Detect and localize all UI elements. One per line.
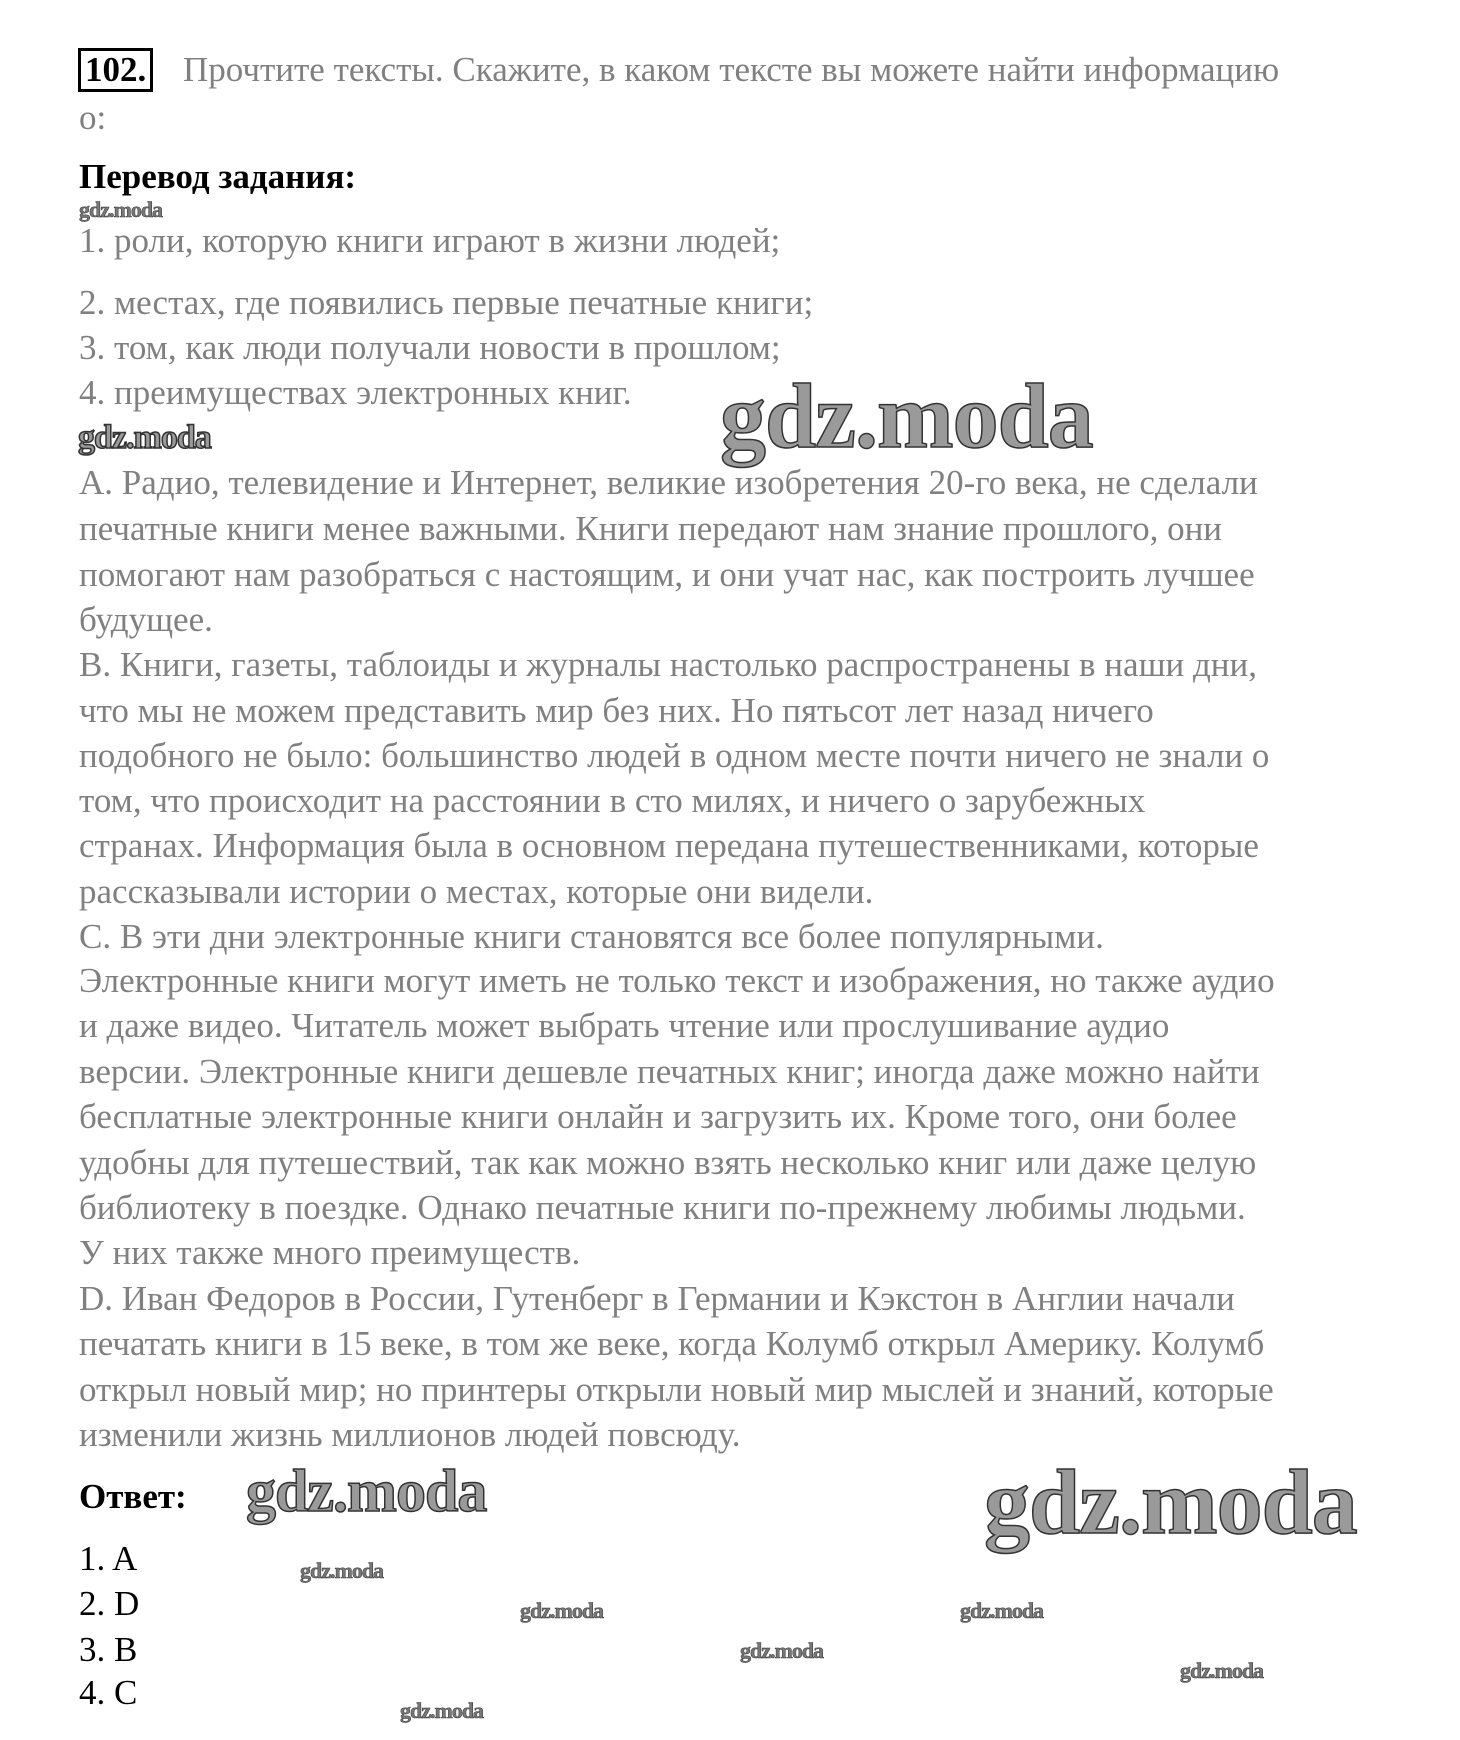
watermark: gdz.moda [984, 1451, 1357, 1553]
watermark: gdz.moda [720, 365, 1093, 467]
text-c-line: удобны для путешествий, так как можно взять несколько книг или даже целую [79, 1143, 1257, 1182]
translation-item: 4. преимуществах электронных книг. [79, 373, 632, 412]
text-b-line: странах. Информация была в основном передана путешественниками, которые [79, 826, 1259, 865]
watermark: gdz.moda [740, 1638, 824, 1663]
translation-heading: Перевод задания: [79, 157, 357, 196]
text-d-line: открыл новый мир; но принтеры открыли новый мир мыслей и знаний, которые [79, 1370, 1274, 1409]
text-c-line: Электронные книги могут иметь не только текст и изображения, но также аудио [79, 961, 1275, 1000]
text-b-line: том, что происходит на расстоянии в сто милях, и ничего о зарубежных [79, 781, 1146, 820]
text-b-line: подобного не было: большинство людей в одном месте почти ничего не знали о [79, 736, 1270, 775]
text-c-line: библиотеку в поездке. Однако печатные книги по-прежнему любимы людьми. [79, 1188, 1246, 1227]
watermark: gdz.moda [1180, 1658, 1264, 1683]
text-a-line: будущее. [79, 600, 213, 639]
text-a-line: A. Радио, телевидение и Интернет, великие изобретения 20-го века, не сделали [79, 463, 1258, 502]
instruction-continued: о: [79, 98, 107, 137]
text-a-line: помогают нам разобраться с настоящим, и они учат нас, как построить лучшее [79, 555, 1255, 594]
watermark: gdz.moda [400, 1698, 484, 1723]
watermark: gdz.moda [246, 1458, 487, 1524]
text-c-line: C. В эти дни электронные книги становятся все более популярными. [79, 917, 1104, 956]
answer-item: 3. B [79, 1630, 138, 1669]
text-c-line: бесплатные электронные книги онлайн и загрузить их. Кроме того, они более [79, 1097, 1237, 1136]
watermark: gdz.moda [300, 1558, 384, 1583]
answer-heading: Ответ: [79, 1477, 187, 1516]
text-d-line: печатать книги в 15 веке, в том же веке, когда Колумб открыл Америку. Колумб [79, 1324, 1265, 1363]
translation-item: 1. роли, которую книги играют в жизни людей; [79, 221, 781, 260]
translation-item: 2. местах, где появились первые печатные книги; [79, 283, 814, 322]
watermark: gdz.moda [79, 197, 163, 222]
text-b-line: B. Книги, газеты, таблоиды и журналы настолько распространены в наши дни, [79, 645, 1258, 684]
answer-item: 2. D [79, 1584, 140, 1623]
exercise-number: 102. [78, 48, 153, 92]
text-d-line: изменили жизнь миллионов людей повсюду. [79, 1415, 741, 1454]
text-b-line: что мы не можем представить мир без них. Но пятьсот лет назад ничего [79, 691, 1154, 730]
text-b-line: рассказывали истории о местах, которые они видели. [79, 872, 874, 911]
text-c-line: версии. Электронные книги дешевле печатных книг; иногда даже можно найти [79, 1052, 1260, 1091]
text-c-line: и даже видео. Читатель может выбрать чтение или прослушивание аудио [79, 1006, 1170, 1045]
text-a-line: печатные книги менее важными. Книги передают нам знание прошлого, они [79, 509, 1223, 548]
instruction: Прочтите тексты. Скажите, в каком тексте вы можете найти информацию [183, 50, 1280, 89]
watermark: gdz.moda [78, 419, 211, 456]
watermark: gdz.moda [960, 1598, 1044, 1623]
answer-item: 4. C [79, 1673, 138, 1712]
watermark: gdz.moda [520, 1598, 604, 1623]
translation-item: 3. том, как люди получали новости в прошлом; [79, 328, 781, 367]
text-d-line: D. Иван Федоров в России, Гутенберг в Германии и Кэкстон в Англии начали [79, 1279, 1235, 1318]
text-c-line: У них также много преимуществ. [79, 1233, 581, 1272]
answer-item: 1. A [79, 1539, 138, 1578]
